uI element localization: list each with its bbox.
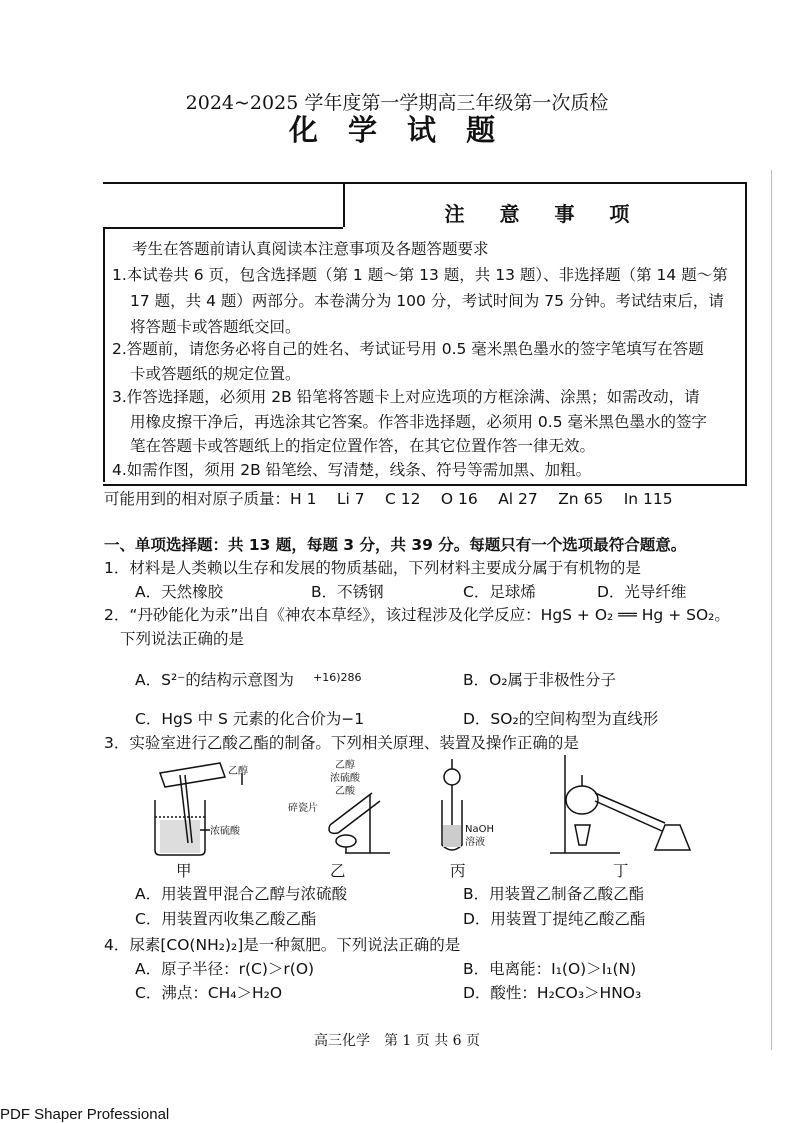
page-footer: 高三化学 第 1 页 共 6 页 [313,1033,481,1049]
page-title: 化 学 试 题 [288,113,506,147]
caption-ding: 丁 [613,862,629,880]
caption-bing: 丙 [450,862,466,880]
apparatus-bing [442,759,462,850]
notice-line-6: 3.作答选择题，必须用 2B 铅笔将答题卡上对应选项的方框涂满、涂黑；如需改动，请 [112,388,700,406]
label-solution: 溶液 [465,837,485,848]
notice-line-8: 笔在答题卡或答题纸上的指定位置作答，在其它位置作答一律无效。 [130,437,596,455]
section-heading: 一、单项选择题：共 13 题，每题 3 分，共 39 分。每题只有一个选项最符合题意。 [104,536,687,554]
q4-option-d: D．酸性：H₂CO₃＞HNO₃ [463,984,642,1002]
q2-option-d: D．SO₂的空间构型为直线形 [463,710,659,728]
notice-box-left-border [103,227,105,482]
label-acetic: 乙酸 [335,786,355,797]
notice-line-9: 4.如需作图，须用 2B 铅笔绘、写清楚，线条、符号等需加黑、加粗。 [112,461,592,479]
q2-option-a: A．S²⁻的结构示意图为 [135,671,294,689]
scan-edge-line [771,170,772,1050]
label-ethanol: 乙醇 [228,766,248,777]
notice-heading: 注 意 事 项 [444,202,644,226]
q1-option-d: D．光导纤维 [597,583,687,601]
q2-stem: 2．“丹砂能化为汞”出自《神农本草经》，该过程涉及化学反应：HgS + O₂ ══ Hg + SO₂。 [104,606,730,624]
q4-option-c: C．沸点：CH₄＞H₂O [135,984,283,1002]
q2-option-c: C．HgS 中 S 元素的化合价为−1 [135,710,365,728]
q1-stem: 1．材料是人类赖以生存和发展的物质基础，下列材料主要成分属于有机物的是 [104,559,641,577]
label-conc-acid: 浓硫酸 [210,826,240,837]
label-porcelain: 碎瓷片 [288,803,318,814]
notice-line-7: 用橡皮擦干净后，再选涂其它答案。作答非选择题，必须用 0.5 毫米黑色墨水的签字 [130,413,708,431]
q1-option-a: A．天然橡胶 [135,583,224,601]
q2-stem-2: 下列说法正确的是 [120,630,245,648]
label-conc-acid-2: 浓硫酸 [330,773,360,784]
watermark: PDF Shaper Professional [0,1106,170,1123]
q4-stem: 4．尿素[CO(NH₂)₂]是一种氮肥。下列说法正确的是 [104,936,461,954]
caption-yi: 乙 [330,862,346,880]
apparatus-ding [550,755,690,853]
notice-line-5: 卡或答题纸的规定位置。 [130,365,301,383]
notice-line-4: 2.答题前，请您务必将自己的姓名、考试证号用 0.5 毫米黑色墨水的签字笔填写在答题 [112,340,704,358]
notice-box-step-border [103,227,343,229]
q3-stem: 3．实验室进行乙酸乙酯的制备。下列相关原理、装置及操作正确的是 [104,734,579,752]
atomic-masses: 可能用到的相对原子质量：H 1 Li 7 C 12 O 16 Al 27 Zn 65 In 115 [104,490,673,508]
q3-option-a: A．用装置甲混合乙醇与浓硫酸 [135,885,348,903]
q4-option-b: B．电离能：I₁(O)＞I₁(N) [463,960,637,978]
q1-option-b: B．不锈钢 [311,583,384,601]
q2-option-b: B．O₂属于非极性分子 [463,671,617,689]
caption-jia: 甲 [176,862,192,880]
notice-line-2: 17 题，共 4 题）两部分。本卷满分为 100 分，考试时间为 75 分钟。考试结束后，请 [130,292,724,310]
q3-option-c: C．用装置丙收集乙酸乙酯 [135,910,317,928]
notice-line-1: 1.本试卷共 6 页，包含选择题（第 1 题～第 13 题，共 13 题）、非选择题（第 14 题～第 [112,266,728,284]
q1-option-c: C．足球烯 [463,583,536,601]
apparatus-yi [329,793,390,853]
label-ethanol-2: 乙醇 [335,760,355,771]
apparatus-figures [150,755,710,860]
q3-option-d: D．用装置丁提纯乙酸乙酯 [463,910,646,928]
q4-option-a: A．原子半径：r(C)＞r(O) [135,960,315,978]
exam-header: 2024~2025 学年度第一学期高三年级第一次质检 [185,92,609,114]
notice-intro: 考生在答题前请认真阅读本注意事项及各题答题要求 [132,240,489,258]
q3-option-b: B．用装置乙制备乙酸乙酯 [463,885,645,903]
notice-line-3: 将答题卡或答题纸交回。 [130,318,301,336]
q2-structure-diagram: +16)286 [313,671,362,684]
label-naoh: NaOH [465,824,494,835]
